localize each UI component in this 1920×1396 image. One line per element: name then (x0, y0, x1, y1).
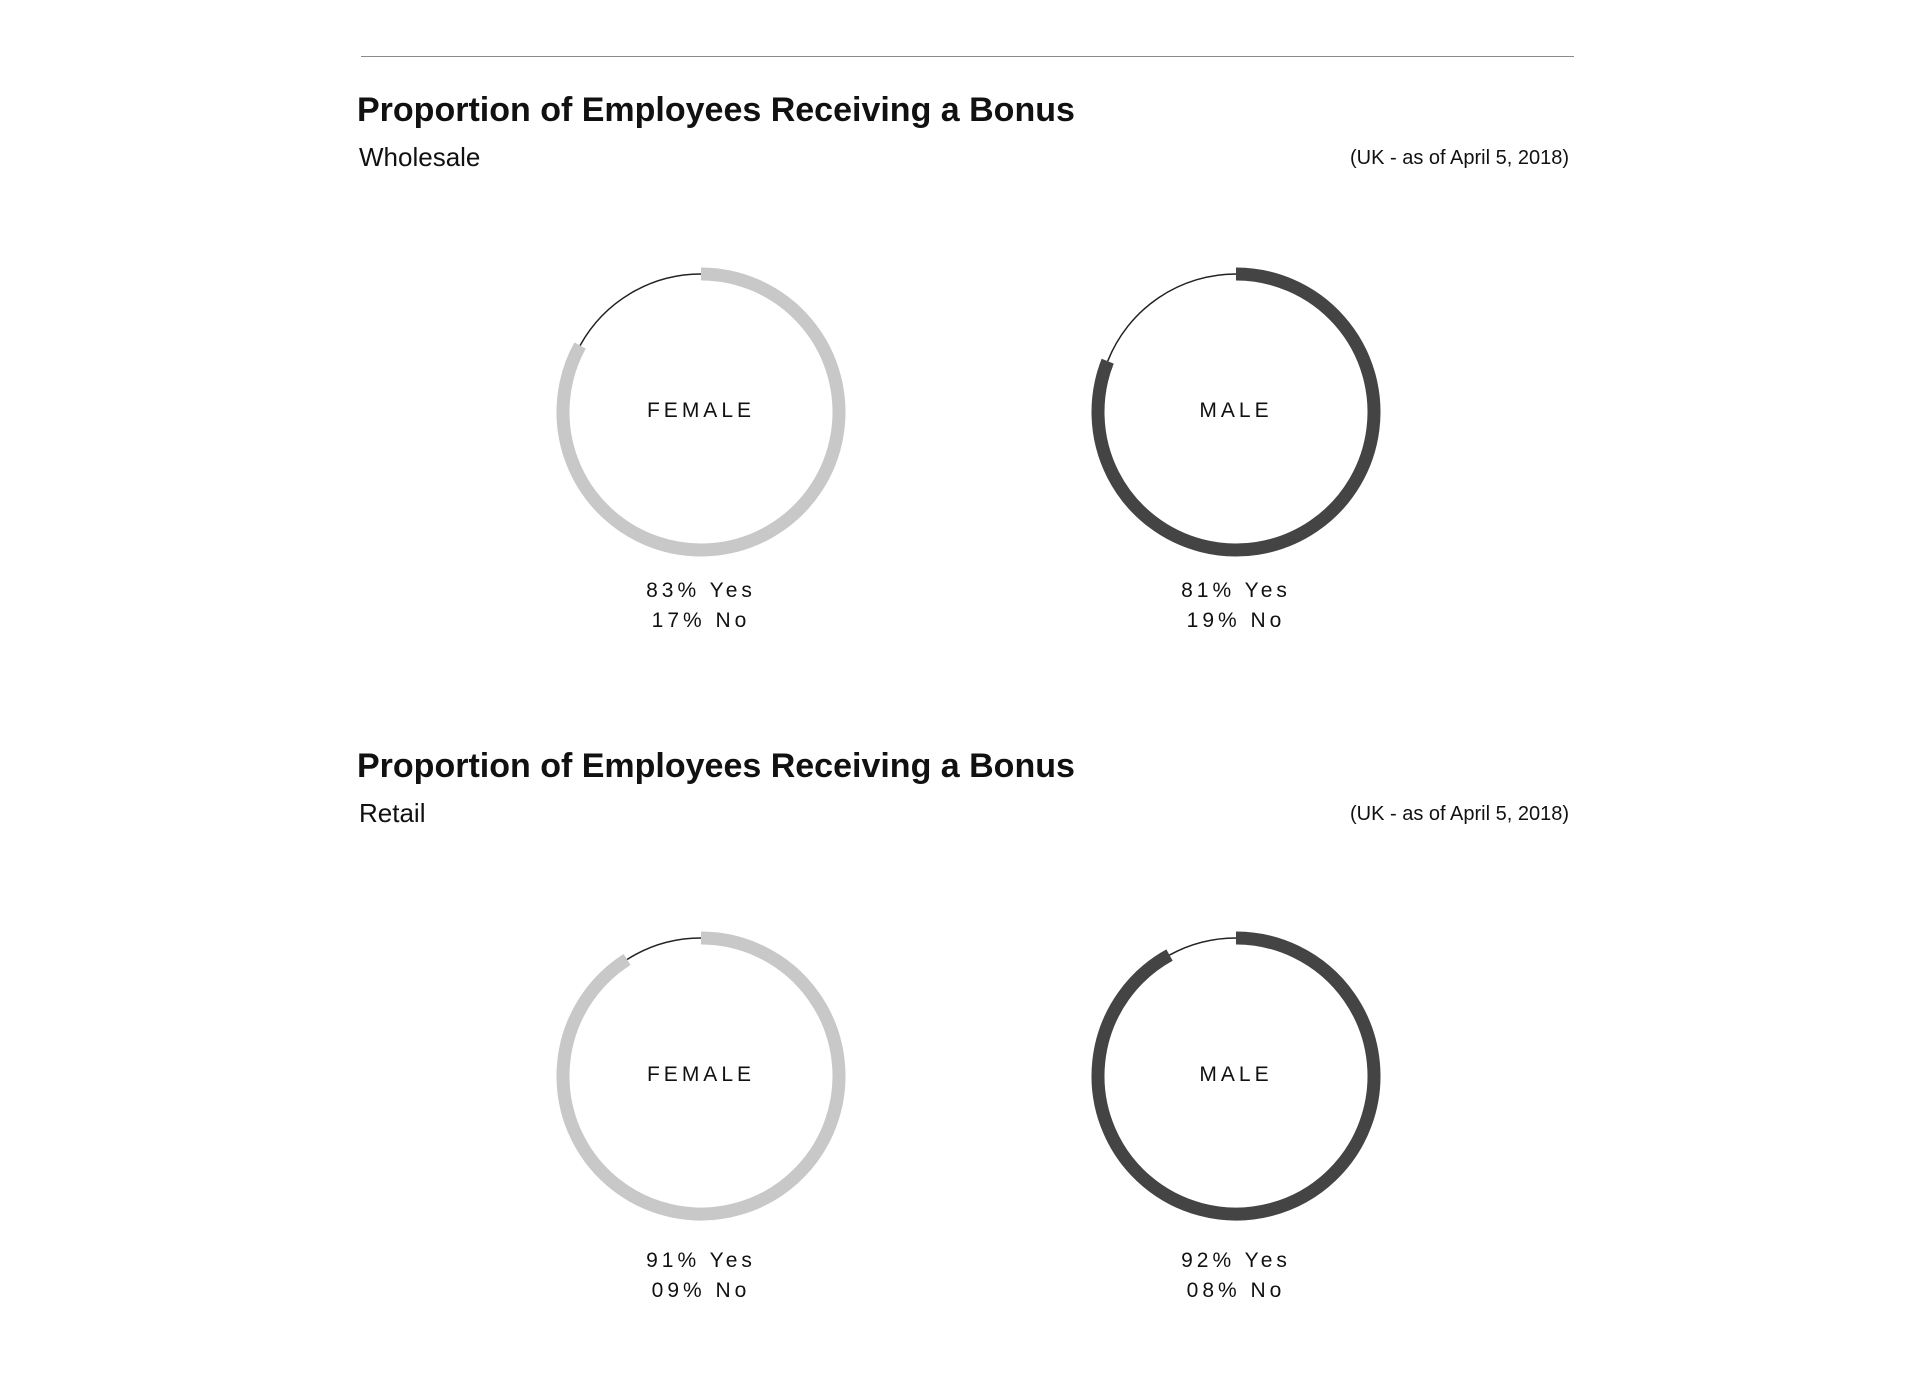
no-arc (580, 274, 701, 346)
donut-center-label: MALE (1199, 399, 1273, 422)
section-title: Proportion of Employees Receiving a Bonus (357, 747, 1075, 785)
donut-center-label: FEMALE (646, 1063, 756, 1086)
donut-values (551, 1246, 851, 1306)
yes-percentage: 81% Yes (1181, 579, 1291, 602)
section-subtitle: Wholesale (359, 142, 481, 172)
no-percentage: 08% No (1186, 1279, 1286, 1302)
donut-values (551, 576, 851, 636)
donut-center-label: MALE (1199, 1063, 1273, 1086)
no-arc (627, 938, 701, 959)
no-arc (1108, 274, 1236, 361)
section-subtitle: Retail (359, 798, 426, 828)
donut-values (1086, 576, 1386, 636)
section-title: Proportion of Employees Receiving a Bonus (357, 91, 1075, 129)
donut-values (1086, 1246, 1386, 1306)
no-percentage: 19% No (1186, 609, 1286, 632)
date-note: (UK - as of April 5, 2018) (1350, 803, 1569, 825)
no-arc (1170, 938, 1236, 955)
donut-center-label: FEMALE (646, 399, 756, 422)
yes-percentage: 91% Yes (646, 1249, 756, 1272)
top-divider (361, 56, 1574, 57)
date-note: (UK - as of April 5, 2018) (1350, 147, 1569, 169)
yes-percentage: 92% Yes (1181, 1249, 1291, 1272)
yes-percentage: 83% Yes (646, 579, 756, 602)
no-percentage: 17% No (651, 609, 751, 632)
no-percentage: 09% No (651, 1279, 751, 1302)
